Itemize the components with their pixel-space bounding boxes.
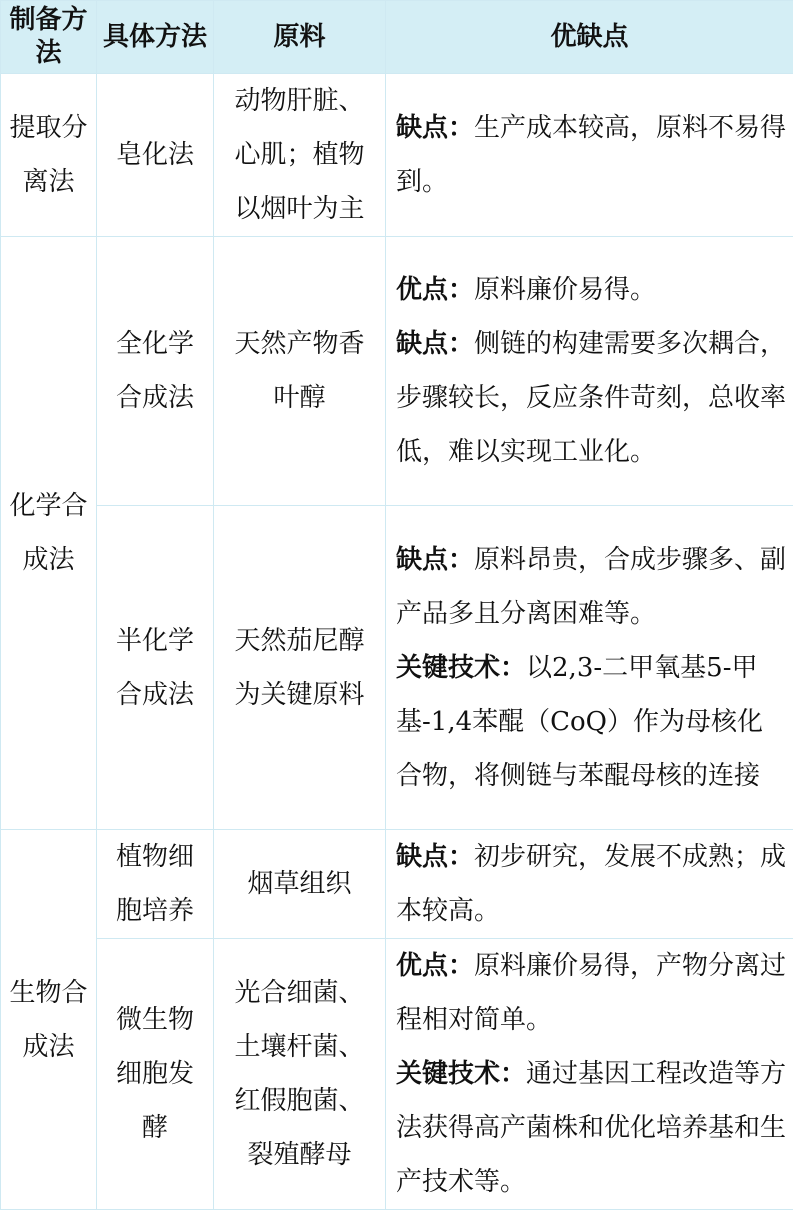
pros-cons-cell: [386, 939, 793, 1210]
method-cell: 植物细胞培养: [97, 830, 214, 939]
pros-cons-cell: [386, 237, 793, 506]
cons-text: 初步研究，发展不成熟；成本较高。: [396, 842, 786, 926]
cons-text: 生产成本较高，原料不易得到。: [396, 113, 786, 197]
header-raw-material: 原料: [214, 1, 386, 74]
key-tech-text: 通过基因工程改造等方法获得高产菌株和优化培养基和生产技术等。: [396, 1059, 786, 1197]
header-method-category: 制备方法: [1, 1, 97, 74]
material-cell: 天然产物香叶醇: [214, 237, 386, 506]
category-cell: 化学合成法: [1, 237, 97, 830]
pros-cons-cell: [386, 506, 793, 830]
material-cell: 光合细菌、土壤杆菌、红假胞菌、裂殖酵母: [214, 939, 386, 1210]
pros-label: 优点：: [396, 951, 474, 981]
cons-label: 缺点：: [396, 113, 474, 143]
pros-text: 原料廉价易得。: [474, 275, 656, 305]
material-cell: 烟草组织: [214, 830, 386, 939]
cons-label: 缺点：: [396, 329, 474, 359]
table-row: [1, 237, 793, 506]
pros-text: 原料廉价易得，产物分离过程相对简单。: [396, 951, 786, 1035]
material-cell: 动物肝脏、心肌；植物以烟叶为主: [214, 74, 386, 237]
header-pros-cons: 优缺点: [386, 1, 793, 74]
category-cell: 提取分离法: [1, 74, 97, 237]
key-tech-label: 关键技术：: [396, 1059, 526, 1089]
cons-text: 原料昂贵，合成步骤多、副产品多且分离困难等。: [396, 545, 786, 629]
header-method-specific: 具体方法: [97, 1, 214, 74]
method-cell: 全化学合成法: [97, 237, 214, 506]
method-cell: 半化学合成法: [97, 506, 214, 830]
method-cell: 微生物细胞发酵: [97, 939, 214, 1210]
cons-label: 缺点：: [396, 545, 474, 575]
key-tech-text: 以2,3-二甲氧基5-甲基-1,4苯醌（CoQ）作为母核化合物，将侧链与苯醌母核的连接: [396, 653, 763, 791]
cons-text: 侧链的构建需要多次耦合，步骤较长，反应条件苛刻，总收率低，难以实现工业化。: [396, 329, 786, 467]
material-cell: 天然茄尼醇为关键原料: [214, 506, 386, 830]
table-row: [1, 939, 793, 1210]
table-row: [1, 506, 793, 830]
key-tech-label: 关键技术：: [396, 653, 526, 683]
pros-label: 优点：: [396, 275, 474, 305]
method-cell: 皂化法: [97, 74, 214, 237]
pros-cons-cell: [386, 830, 793, 939]
table-row: [1, 830, 793, 939]
cons-label: 缺点：: [396, 842, 474, 872]
category-cell: 生物合成法: [1, 830, 97, 1210]
table-row: [1, 74, 793, 237]
pros-cons-cell: [386, 74, 793, 237]
table-header-row: [1, 1, 793, 74]
